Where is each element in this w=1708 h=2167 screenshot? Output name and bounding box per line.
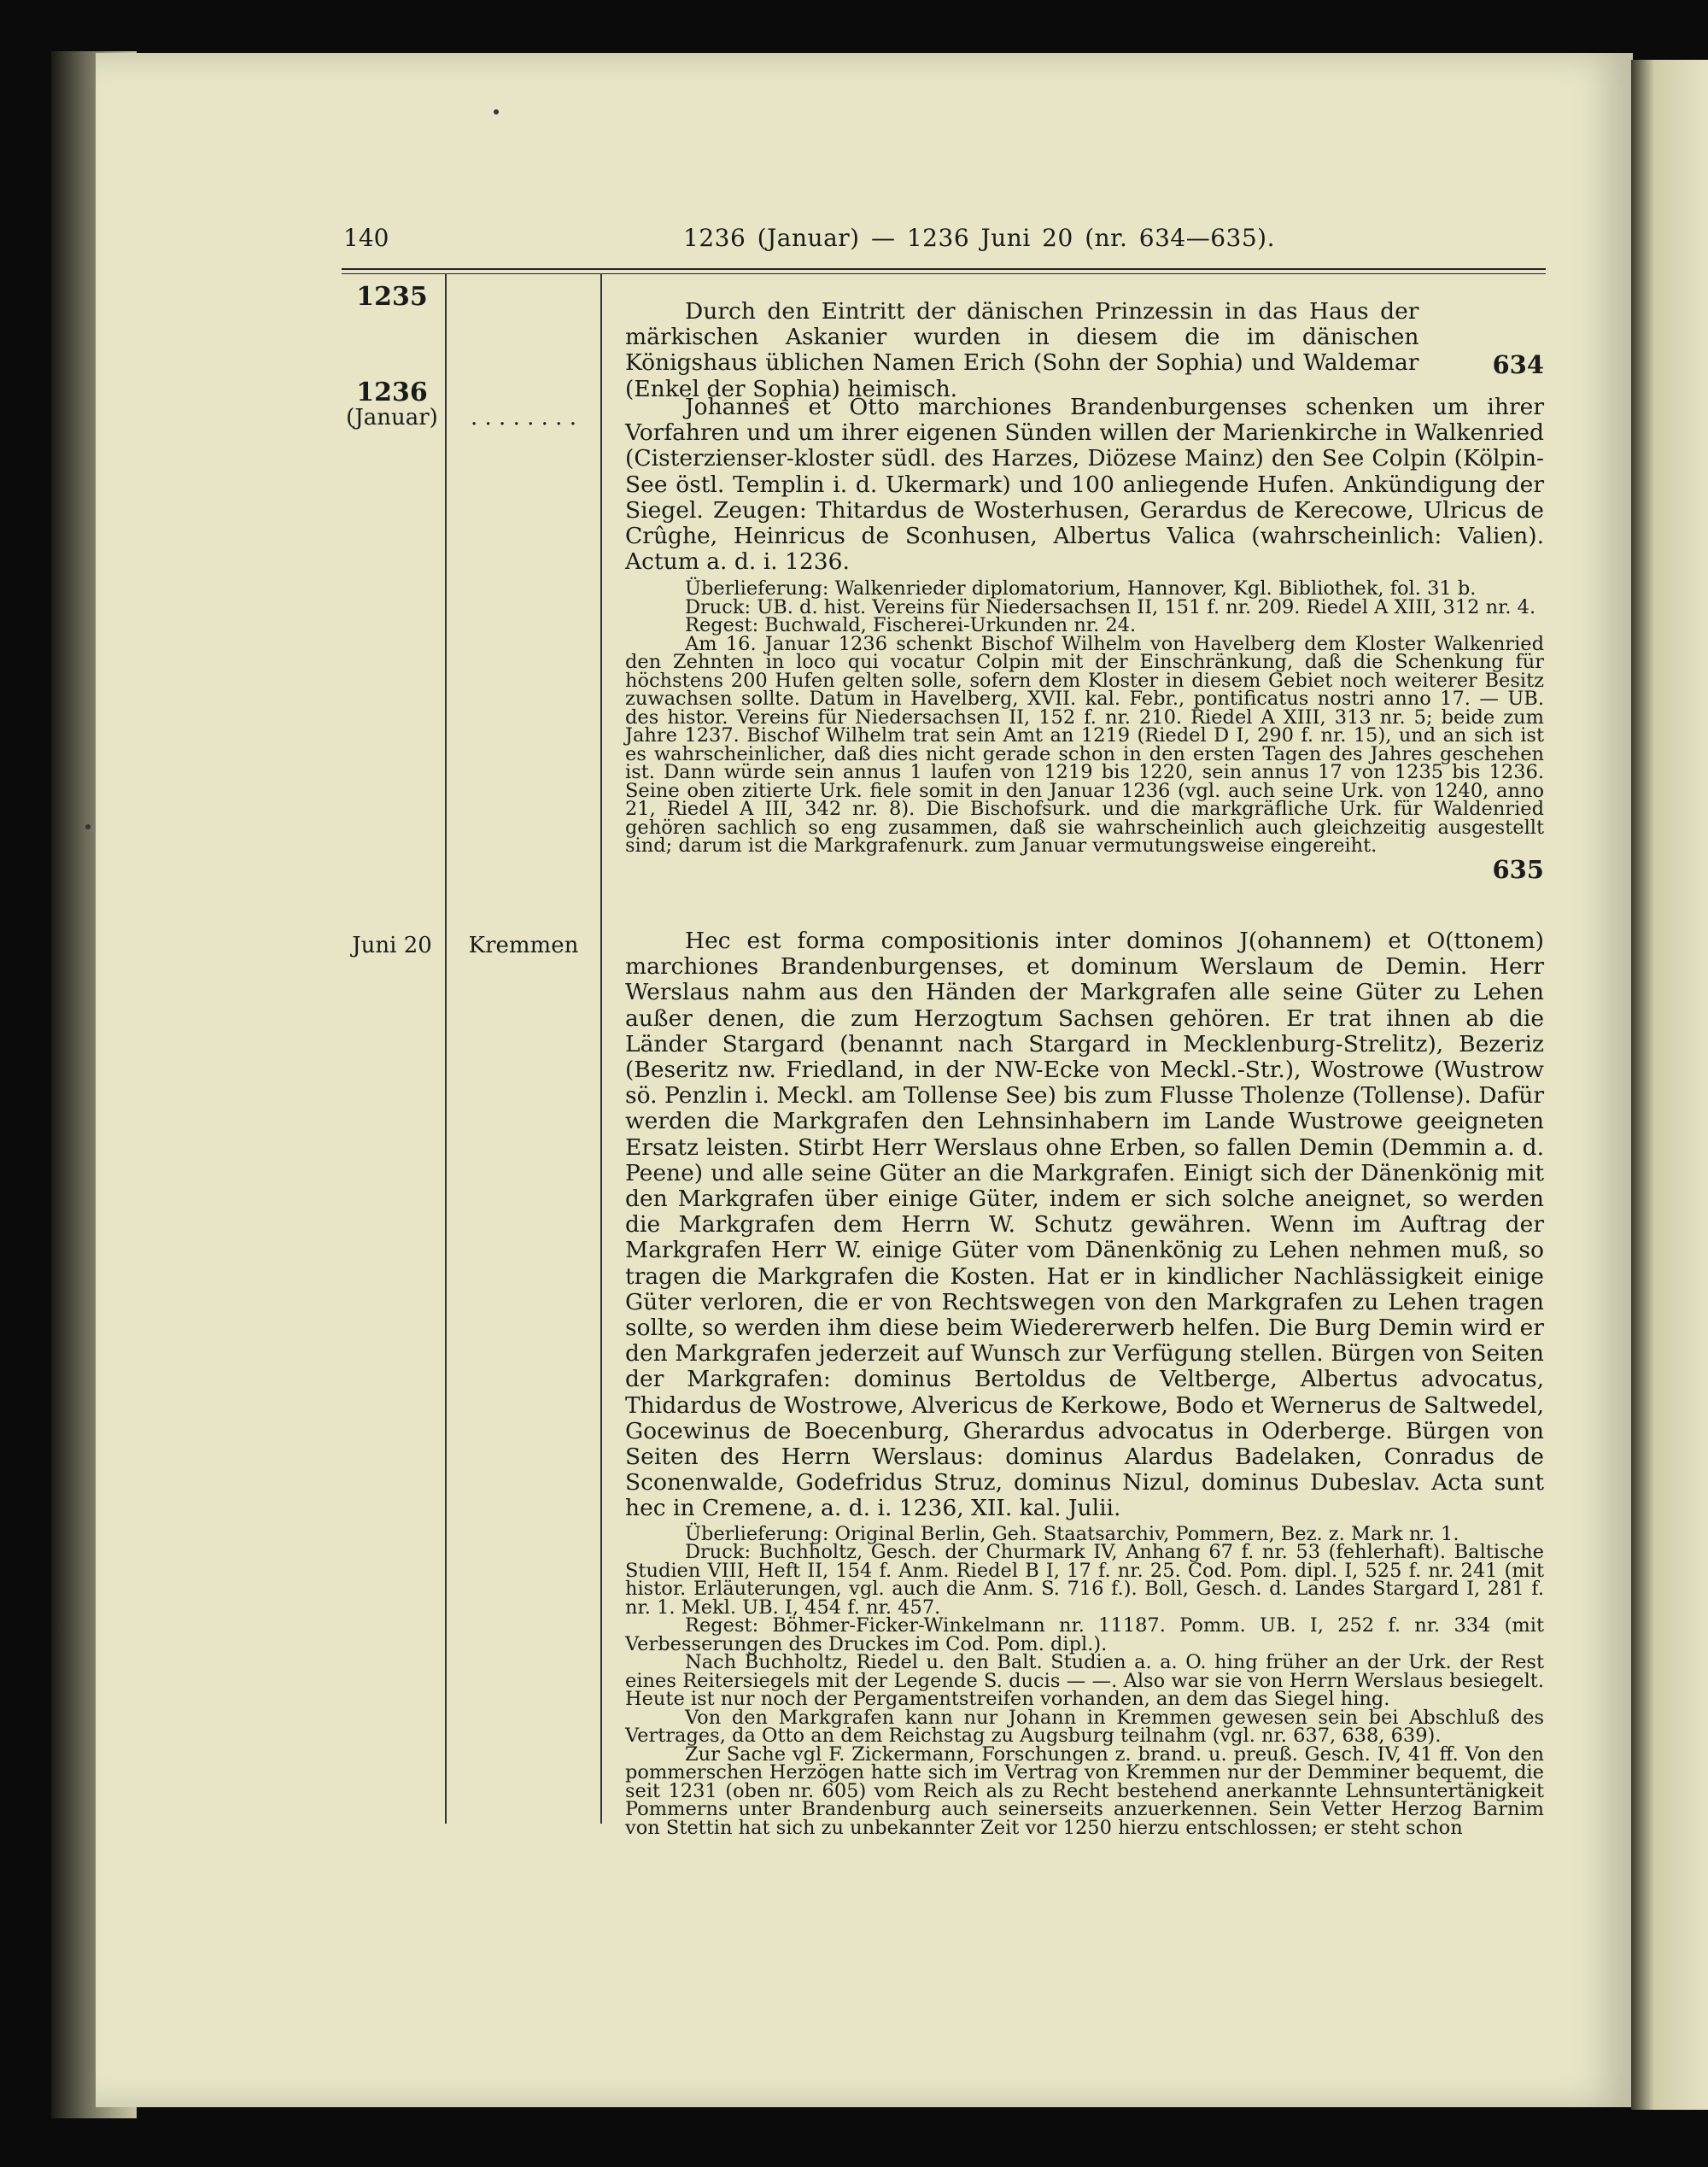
page-header (0, 224, 1708, 258)
running-head: 1236 (Januar) — 1236 Juni 20 (nr. 634—635). (683, 224, 1275, 252)
margin-year-1236: 1236 (356, 378, 428, 407)
column-rule-place (600, 273, 602, 1824)
note-druck: Druck: Buchholtz, Gesch. der Churmark IV, Anhang 67 f. nr. 53 (fehlerhaft). Baltische Studien VIII, Heft II, 154 f. Anm. Riedel B I, 17 f. nr. 25. Cod. Pom. dipl. I, 525 f. nr. 241 (mit histor. Erläuterungen, vgl. auch die Anm. S. 716 f.). Boll, Gesch. d. Landes Stargard I, 281 f. nr. 1. Mekl. UB. I, 454 f. nr. 457. (625, 1541, 1544, 1619)
note-uberlieferung: Überlieferung: Walkenrieder diplomatorium, Hannover, Kgl. Bibliothek, fol. 31 b. (685, 577, 1477, 600)
entry-number: 635 (1492, 854, 1544, 884)
margin-date-juni20: Juni 20 (352, 933, 432, 958)
margin-year-1235: 1235 (356, 282, 428, 312)
entry-635 (625, 395, 1544, 883)
note-regest: Regest: Böhmer-Ficker-Winkelmann nr. 11187. Pomm. UB. I, 252 f. nr. 334 (mit Verbesserungen des Druckes im Cod. Pom. dipl.). (625, 1614, 1544, 1655)
entry-body: Durch den Eintritt der dänischen Prinzessin in das Haus der märkischen Askanier wurden in diesem die im dänischen Königshaus üblichen Namen Erich (Sohn der Sophia) und Waldemar (Enkel der Sophia) heimisch. (625, 298, 1419, 402)
note-johann: Von den Markgrafen kann nur Johann in Kremmen gewesen sein bei Abschluß des Vertrages, da Otto an dem Reichstag zu Augsburg teilnahm (vgl. nr. 637, 638, 639). (625, 1706, 1544, 1748)
margin-month-januar: (Januar) (346, 405, 438, 430)
margin-place-kremmen: Kremmen (468, 933, 579, 958)
facing-page-edge (1631, 60, 1708, 2110)
column-rule-date (445, 273, 447, 1824)
note-regest: Regest: Buchwald, Fischerei-Urkunden nr. 24. (685, 614, 1137, 637)
note-zur-sache: Zur Sache vgl F. Zickermann, Forschungen z. brand. u. preuß. Gesch. IV, 41 ff. Von den pommerschen Herzögen hatte sich im Vertrag von Kremmen nur der Demminer bequemt, die seit 1231 (oben nr. 605) vom Reich als zu Recht bestehend anerkannte Lehnsuntertänigkeit Pommerns unter Brandenburg auch seinerseits anzuerkennen. Sein Vetter Herzog Barnim von Stettin hat sich zu unbekannter Zeit vor 1250 hierzu entschlossen; er steht schon (625, 1742, 1544, 1839)
ink-mark (85, 824, 91, 829)
entry-kremmen (625, 928, 1544, 1837)
entry-text: Hec est forma compositionis inter dominos J(ohannem) et O(ttonem) marchiones Brandenburgenses, et dominum Werslaum de Demin. Herr Werslaus nahm aus den Händen der Markgrafen alle seine Güter zu Lehen außer denen, die zum Herzogtum Sachsen gehören. Er trat ihnen ab die Länder Stargard (benannt nach Stargard in Mecklenburg-Strelitz), Bezeriz (Beseritz nw. Friedland, in der NW-Ecke von Meckl.-Str.), Wostrowe (Wustrow sö. Penzlin i. Meckl. am Tollense See) bis zum Flusse Tholenze (Tollense). Dafür werden die Markgrafen den Lehnsinhabern im Lande Wustrowe geeigneten Ersatz leisten. Stirbt Herr Werslaus ohne Erben, so fallen Demin (Demmin a. d. Peene) und alle seine Güter an die Markgrafen. Einigt sich der Dänenkönig mit den Markgrafen über einige Güter, indem er sich solche aneignet, so werden die Markgrafen dem Herrn W. Schutz gewähren. Wenn im Auftrag der Markgrafen Herr W. einige Güter vom Dänenkönig zu Lehen nehmen muß, so tragen die Markgrafen die Kosten. Hat er in kindlicher Nachlässigkeit einige Güter verloren, die er von Rechtswegen von den Markgrafen zu Lehen tragen sollte, so werden ihm diese beim Wiedererwerb helfen. Die Burg Demin wird er den Markgrafen jederzeit auf Wunsch zur Verfügung stellen. Bürgen von Seiten der Markgrafen: dominus Bertoldus de Veltberge, Albertus advocatus, Thidardus de Wostrowe, Alvericus de Kerkowe, Bodo et Wernerus de Saltwedel, Gocewinus de Boecenburg, Gherardus advocatus in Oderberge. Bürgen von Seiten des Herrn Werslaus: dominus Alardus Badelaken, Conradus de Sconenwalde, Godefridus Struz, dominus Nizul, dominus Dubeslav. Acta sunt hec in Cremene, a. d. i. 1236, XII. kal. Julii. (625, 928, 1544, 1522)
page-number: 140 (343, 224, 389, 252)
note-uberlieferung: Überlieferung: Original Berlin, Geh. Staatsarchiv, Pommern, Bez. z. Mark nr. 1. (685, 1522, 1459, 1545)
margin-place-dots: . . . . . . . . (471, 405, 576, 430)
note-commentary: Am 16. Januar 1236 schenkt Bischof Wilhelm von Havelberg dem Kloster Walkenried den Zehnten in loco qui vocatur Colpin mit der Einschränkung, daß die Schenkung für höchstens 200 Hufen gelten solle, sofern dem Kloster in diesem Gebiet noch weiterer Besitz zuwachsen sollte. Datum in Havelberg, XVII. kal. Febr., pontificatus nostri anno 17. — UB. des histor. Vereins für Niedersachsen II, 152 f. nr. 210. Riedel A XIII, 313 nr. 5; beide zum Jahre 1237. Bischof Wilhelm trat sein Amt an 1219 (Riedel D I, 290 f. nr. 15), und an sich ist es wahrscheinlicher, daß dies nicht gerade schon in den ersten Tagen des Jahres geschehen ist. Dann würde sein annus 1 laufen von 1219 bis 1220, sein annus 17 von 1235 bis 1236. Seine oben zitierte Urk. fiele somit in den Januar 1236 (vgl. auch seine Urk. von 1240, anno 21, Riedel A III, 342 nr. 8). Die Bischofsurk. und die markgräfliche Urk. für Waldenried gehören sachlich so eng zusammen, daß sie wahrscheinlich auch gleichzeitig ausgestellt sind; darum ist die Markgrafenurk. zum Januar vermutungsweise eingereiht. (625, 632, 1544, 858)
entry-634 (625, 299, 1544, 402)
header-rule (342, 268, 1546, 274)
entry-number: 634 (1492, 350, 1544, 379)
entry-text (625, 299, 1544, 402)
note-seal: Nach Buchholtz, Riedel u. den Balt. Studien a. a. O. hing früher an der Urk. der Rest eines Reitersiegels mit der Legende S. ducis — —. Also war sie von Herrn Werslaus besiegelt. Heute ist nur noch der Pergamentstreifen vorhanden, an dem das Siegel hing. (625, 1651, 1544, 1711)
ink-mark (494, 109, 499, 114)
entry-text: Johannes et Otto marchiones Brandenburgenses schenken um ihrer Vorfahren und um ihrer eigenen Sünden willen der Marienkirche in Walkenried (Cisterzienser-kloster südl. des Harzes, Diözese Mainz) den See Colpin (Kölpin-See östl. Templin i. d. Ukermark) und 100 anliegende Hufen. Ankündigung der Siegel. Zeugen: Thitardus de Wosterhusen, Gerardus de Kerecowe, Ulricus de Crûghe, Heinricus de Sconhusen, Albertus Valica (wahrscheinlich: Valien). Actum a. d. i. 1236. (625, 394, 1544, 576)
note-druck: Druck: UB. d. hist. Vereins für Niedersachsen II, 151 f. nr. 209. Riedel A XIII, 312 nr. 4. (685, 595, 1536, 618)
